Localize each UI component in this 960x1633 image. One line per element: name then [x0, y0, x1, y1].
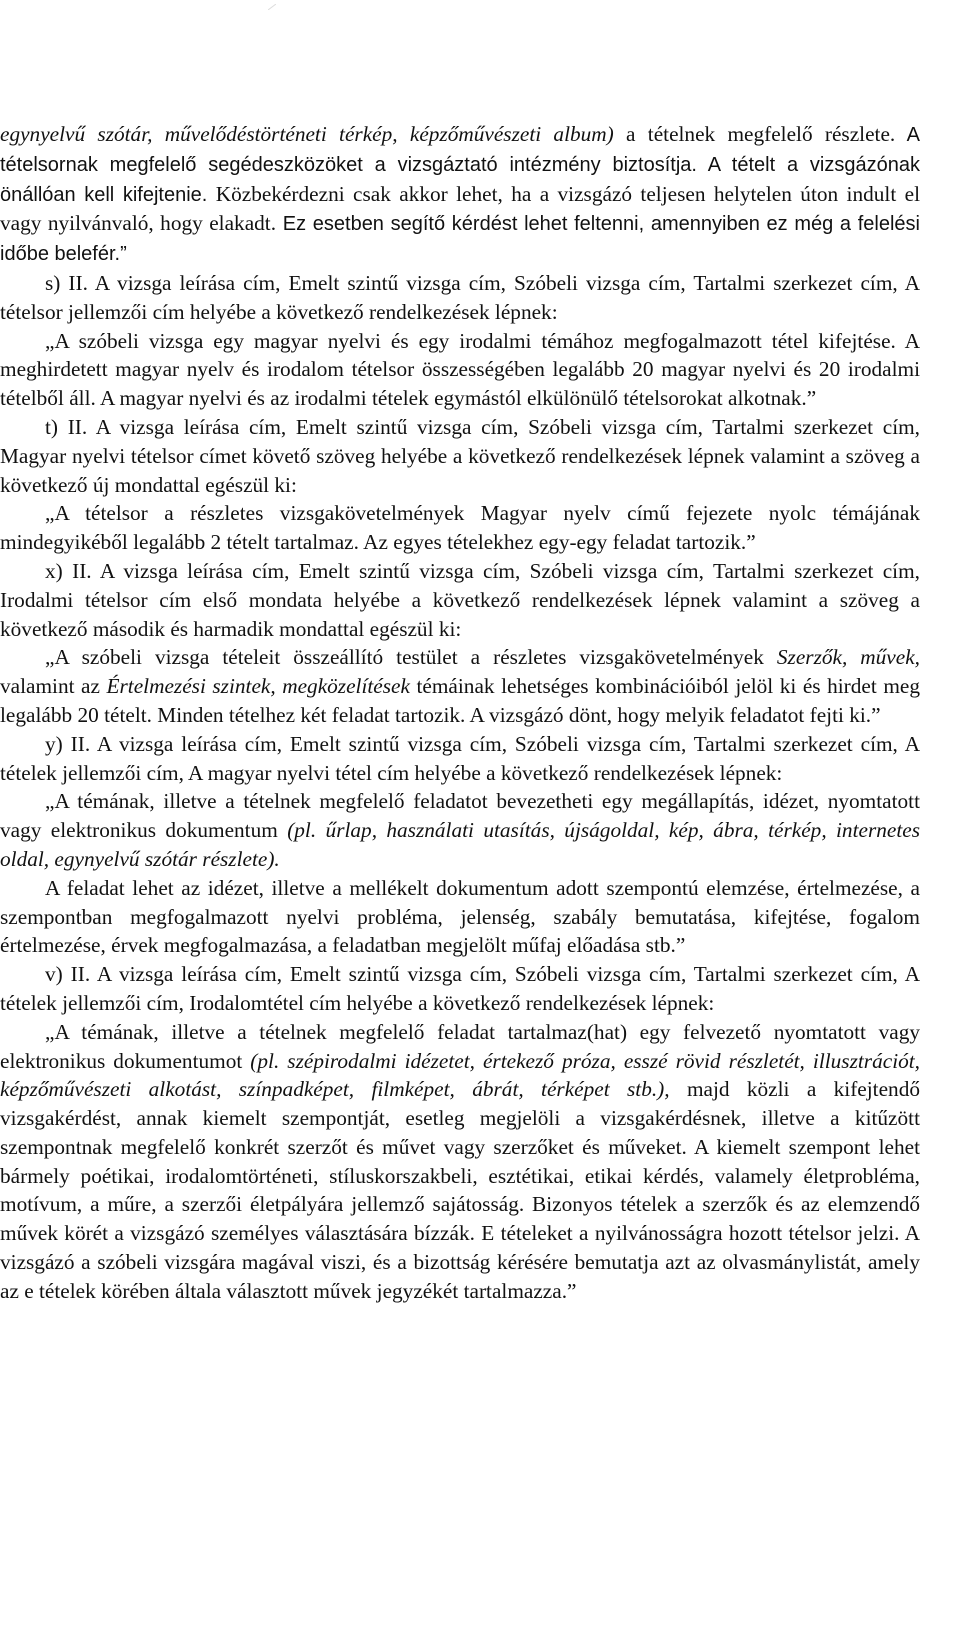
section-v-quote [0, 1018, 920, 1306]
section-x-quote [0, 643, 920, 729]
section-t-intro: t) II. A vizsga leírása cím, Emelt szintű vizsga cím, Szóbeli vizsga cím, Tartalmi szerkezet cím, Magyar nyelvi tételsor címet követő szöveg helyébe a következő rendelkezések lépnek valamint a szöveg a következő új mondattal egészül ki: [0, 414, 920, 497]
section-t-quote: „A tételsor a részletes vizsgakövetelmények Magyar nyelv című fejezete nyolc témájának mindegyikéből legalább 2 tételt tartalmaz. Az egyes tételekhez egy-egy feladat tartozik.” [0, 501, 920, 555]
continuation-text: a tételnek megfelelő részlete. [613, 122, 896, 146]
interrupt-sentence: Közbekérdezni csak akkor lehet, ha a vizsgázó teljesen helytelen úton indult el vagy nyilvánvaló, hogy elakadt. [0, 181, 920, 236]
v-quote-text: „A témának, illetve a tételnek megfelelő feladat tartalmaz(hat) egy felvezető nyomtatott vagy elektronikus dokumentumot [0, 1019, 920, 1073]
v-quote-text: majd közli a kifejtendő vizsgakérdést, annak kiemelt szempontját, esetleg megjelöli a vizsgakérdésnek, illetve a kitűzött szempontnak megfelelő konkrét szerzőt és művet vagy szerzőket és műveket. A kiemelt szempont lehet bármely poétikai, irodalomtörténeti, stíluskorszakbeli, esztétikai, etikai kérdés, valamely életprobléma, motívum, a műre, a szerzői életpályára jellemző sajátosság. Bizonyos tételek a szerzők és az elemzendő művek körét a vizsgázó személyes választására bízzák. E tételeket a nyilvánosságra hozott tételsor jelzi. A vizsgázó a szóbeli vizsgára magával viszi, és a bizottság kérésére bemutatja azt az olvasmánylistát, amely az e tételek körében általa választott művek jegyzékét tartalmazza.” [0, 1077, 920, 1303]
x-quote-text: témáinak lehetséges kombinációiból jelöl ki és hirdet meg legalább 20 tételt. Minden tételhez két feladat tartozik. A vizsgázó dönt, hogy melyik feladatot fejti ki.” [0, 674, 920, 727]
section-y-quote [0, 787, 920, 873]
y-quote-italic-examples: (pl. űrlap, használati utasítás, újságoldal, kép, ábra, térkép, internetes oldal, egynyelvű szótár részlete). [0, 818, 920, 871]
section-s-intro: s) II. A vizsga leírása cím, Emelt szintű vizsga cím, Szóbeli vizsga cím, Tartalmi szerkezet cím, A tételsor jellemzői cím helyébe a következő rendelkezések lépnek: [0, 270, 920, 324]
section-y-intro: y) II. A vizsga leírása cím, Emelt szintű vizsga cím, Szóbeli vizsga cím, Tartalmi szerkezet cím, A tételek jellemzői cím, A magyar nyelvi tétel cím helyébe a következő rendelkezések lépnek: [0, 731, 920, 785]
v-quote-italic-examples: (pl. szépirodalmi idézetet, értekező próza, esszé rövid részletét, illusztrációt, képzőművészeti alkotást, színpadképet, filmképet, ábrát, térképet stb.), [0, 1048, 920, 1102]
x-quote-text: „A szóbeli vizsga tételeit összeállító testület a részletes vizsgakövetelmények [45, 645, 777, 670]
x-quote-text: valamint az [0, 674, 107, 699]
paragraph-continuation [0, 120, 920, 269]
section-x-intro: x) II. A vizsga leírása cím, Emelt szintű vizsga cím, Szóbeli vizsga cím, Tartalmi szerkezet cím, Irodalmi tételsor cím első mondata helyébe a következő rendelkezések lépnek valamint a szöveg a következő második és harmadik mondattal egészül ki: [0, 558, 920, 641]
section-v-intro: v) II. A vizsga leírása cím, Emelt szintű vizsga cím, Szóbeli vizsga cím, Tartalmi szerkezet cím, A tételek jellemzői cím, Irodalomtétel cím helyébe a következő rendelkezések lépnek: [0, 962, 920, 1015]
y-quote-text: „A témának, illetve a tételnek megfelelő feladatot bevezetheti egy megállapítás, idézet, nyomtatott vagy elektronikus dokumentum [0, 789, 920, 843]
section-s-quote: „A szóbeli vizsga egy magyar nyelvi és egy irodalmi témához megfogalmazott tétel kifejtése. A meghirdetett magyar nyelv és irodalom tételsor összességében legalább 20 magyar nyelvi és 20 irodalmi tételből áll. A magyar nyelvi és az irodalmi tételek egymástól elkülönülő tételsorokat alkotnak.” [0, 328, 920, 411]
x-quote-italic-authors: Szerzők, művek, [776, 645, 920, 670]
continuation-italic: egynyelvű szótár, művelődéstörténeti térkép, képzőművészeti album) [0, 122, 614, 146]
scan-mark [268, 4, 276, 10]
independent-sentence: A tételt a vizsgázónak önállóan kell kifejtenie. [0, 153, 920, 206]
tools-sentence: A tételsornak megfelelő segédeszközöket a vizsgáztató intézmény biztosítja. [0, 124, 920, 176]
x-quote-italic-levels: Értelmezési szintek, megközelítések [106, 674, 410, 699]
helping-question-sentence: Ez esetben segítő kérdést lehet feltenni, amennyiben ez még a felelési időbe belefér.” [0, 213, 920, 266]
document-text [0, 120, 920, 1306]
section-y-quote-cont: A feladat lehet az idézet, illetve a mellékelt dokumentum adott szempontú elemzése, értelmezése, a szempontban megfogalmazott nyelvi probléma, jelenség, szabály bemutatása, kifejtése, fogalom értelmezése, érvek megfogalmazása, a feladatban megjelölt műfaj előadása stb.” [0, 875, 920, 958]
